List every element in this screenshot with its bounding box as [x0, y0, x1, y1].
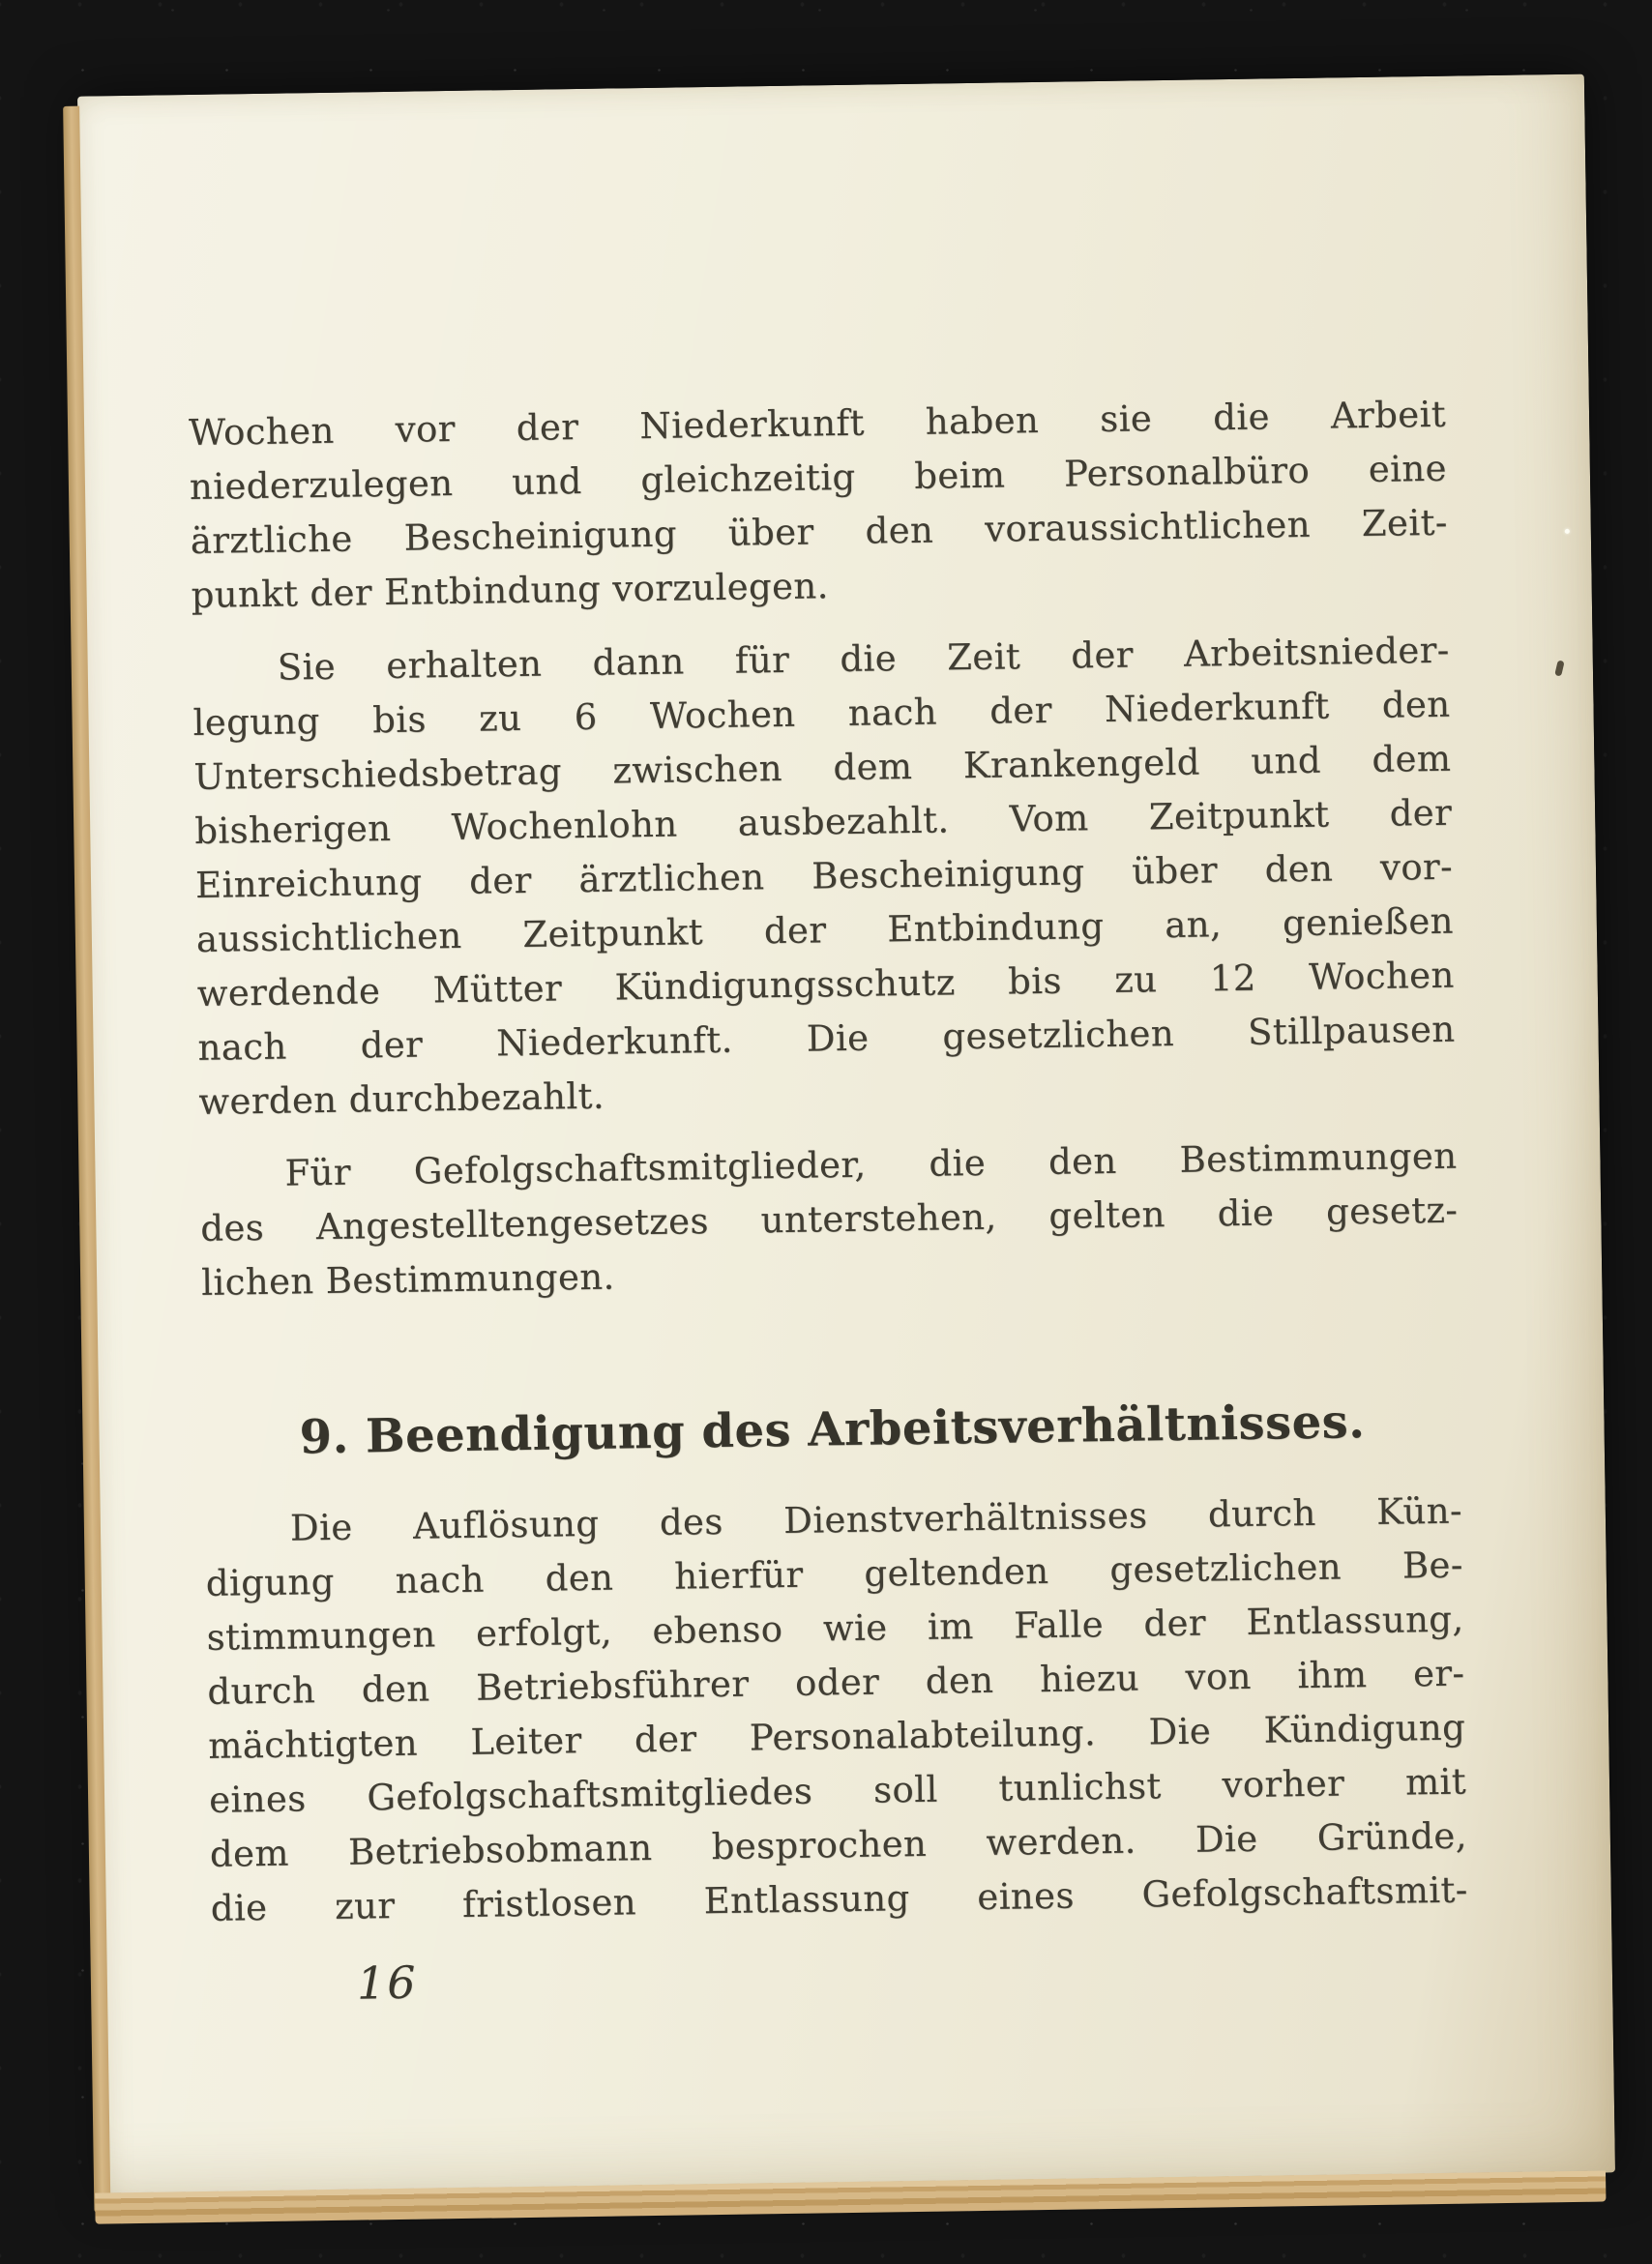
- paragraph: [189, 388, 1449, 623]
- paragraph: [205, 1485, 1469, 1936]
- text-line: digung nach den hierfür geltenden gesetzlichen Be-: [205, 1544, 1463, 1604]
- text-line: dem Betriebsobmann besprochen werden. Die Gründe,: [209, 1814, 1468, 1875]
- text-line: mächtigten Leiter der Personalabteilung. Die Kündigung: [207, 1706, 1466, 1767]
- text-line: die zur fristlosen Entlassung eines Gefolgschaftsmit-: [210, 1868, 1468, 1929]
- text-line: des Angestelltengesetzes unterstehen, gelten die gesetz-: [200, 1189, 1459, 1250]
- text-line: punkt der Entbindung vorzulegen.: [191, 565, 830, 616]
- text-line: Für Gefolgschaftsmitglieder, die den Bestimmungen: [284, 1134, 1458, 1194]
- page-speck: [1565, 529, 1570, 534]
- text-line: eines Gefolgschaftsmitgliedes soll tunlichst vorher mit: [208, 1760, 1467, 1821]
- text-line: Einreichung der ärztlichen Bescheinigung über den vor-: [194, 845, 1454, 906]
- text-block: [189, 388, 1470, 2014]
- section-heading: 9. Beendigung des Arbeitsverhältnisses.: [299, 1395, 1366, 1465]
- text-line: ärztliche Bescheinigung über den voraussichtlichen Zeit-: [190, 501, 1448, 562]
- text-line: werden durchbezahlt.: [198, 1074, 605, 1123]
- text-line: niederzulegen und gleichzeitig beim Personalbüro eine: [189, 447, 1448, 508]
- text-line: durch den Betriebsführer oder den hiezu von ihm er-: [207, 1652, 1465, 1713]
- text-line: Unterschiedsbetrag zwischen dem Krankengeld und dem: [193, 737, 1452, 798]
- book-page: [77, 74, 1615, 2195]
- page-speck: [1554, 660, 1564, 676]
- text-line: aussichtlichen Zeitpunkt der Entbindung an, genießen: [195, 899, 1455, 960]
- text-line: stimmungen erfolgt, ebenso wie im Falle der Entlassung,: [206, 1598, 1464, 1659]
- text-line: nach der Niederkunft. Die gesetzlichen Stillpausen: [197, 1008, 1456, 1069]
- text-line: lichen Bestimmungen.: [200, 1255, 615, 1304]
- text-line: Sie erhalten dann für die Zeit der Arbeitsnieder-: [277, 629, 1450, 689]
- paragraph: [192, 624, 1456, 1130]
- text-line: bisherigen Wochenlohn ausbezahlt. Vom Zeitpunkt der: [193, 791, 1453, 852]
- page-number: 16: [356, 1955, 418, 2010]
- text-line: legung bis zu 6 Wochen nach der Niederkunft den: [192, 683, 1451, 744]
- text-line: Wochen vor der Niederkunft haben sie die Arbeit: [188, 393, 1447, 455]
- paragraph: [199, 1130, 1459, 1310]
- text-line: werdende Mütter Kündigungsschutz bis zu 12 Wochen: [196, 954, 1455, 1014]
- text-line: Die Auflösung des Dienstverhältnisses durch Kün-: [289, 1489, 1463, 1549]
